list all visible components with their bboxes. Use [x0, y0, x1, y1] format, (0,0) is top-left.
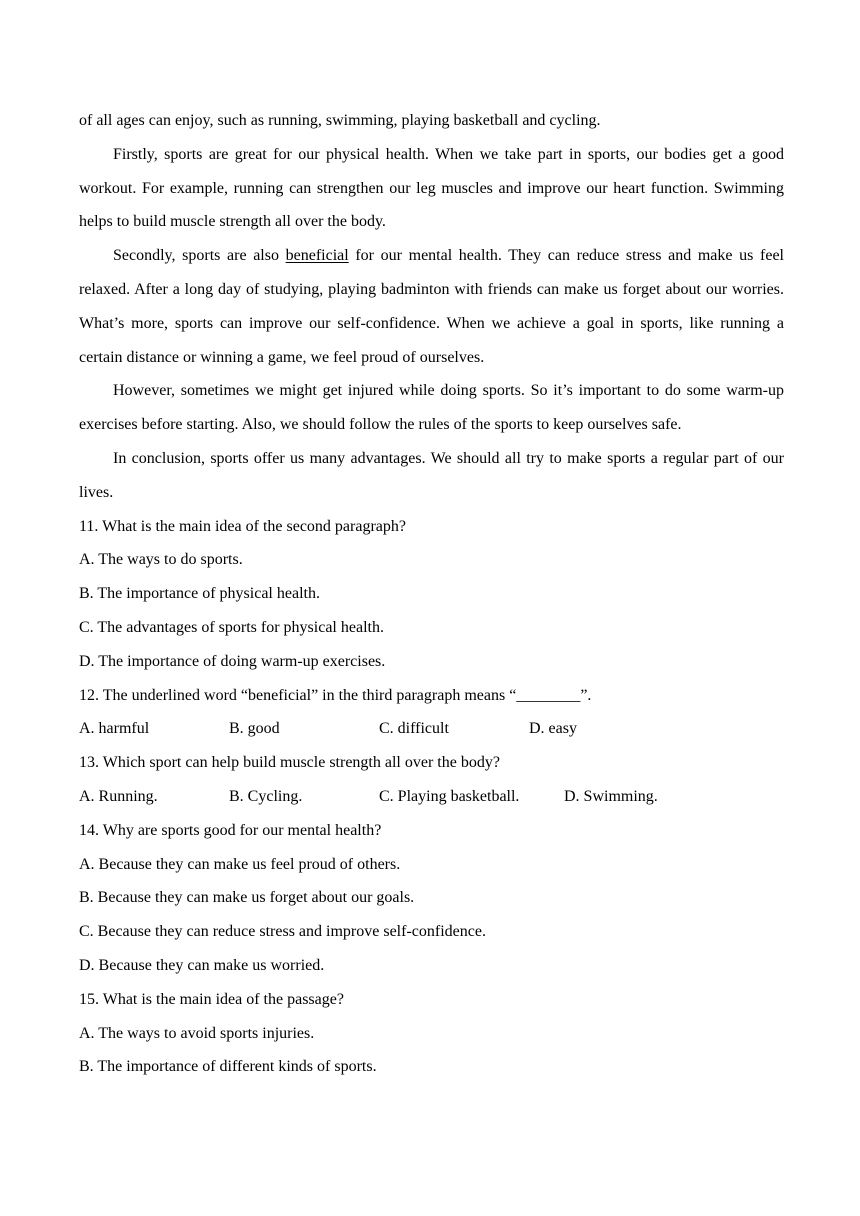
question-13-option-a: A. Running.: [79, 787, 158, 805]
question-15-option-a: A. The ways to avoid sports injuries.: [79, 1024, 315, 1042]
question-14-option-c: C. Because they can reduce stress and improve self-confidence.: [79, 923, 486, 941]
passage-paragraph-0-tail: of all ages can enjoy, such as running, swimming, playing basketball and cycling.: [79, 112, 601, 129]
question-14-option-a: A. Because they can make us feel proud of others.: [79, 855, 401, 873]
question-12-option-d: D. easy: [529, 720, 577, 738]
underlined-word: beneficial: [285, 247, 349, 265]
question-13-stem: 13. Which sport can help build muscle strength all over the body?: [79, 754, 500, 772]
passage-paragraph-1: Firstly, sports are great for our physical health. When we take part in sports, our bodies get a good workout. For example, running can strengthen our leg muscles and improve our heart function. Swimming helps to build muscle strength all over the body.: [79, 145, 784, 231]
passage-paragraph-2-rest: for our mental health. They can reduce stress and make us feel relaxed. After a long day of studying, playing badminton with friends can make us forget about our worries. What’s more, sports can improve our self-confidence. When we achieve a goal in sports, like running a certain distance or winning a game, we feel proud of ourselves.: [79, 247, 784, 366]
question-15-option-b: B. The importance of different kinds of sports.: [79, 1058, 377, 1076]
passage-paragraph-4: In conclusion, sports offer us many advantages. We should all try to make sports a regular part of our lives.: [79, 449, 784, 501]
question-11-option-d: D. The importance of doing warm-up exercises.: [79, 652, 386, 670]
question-12-option-c: C. difficult: [379, 720, 449, 738]
question-12-option-a: A. harmful: [79, 720, 150, 738]
question-11-option-a: A. The ways to do sports.: [79, 551, 243, 569]
question-14-option-b: B. Because they can make us forget about our goals.: [79, 889, 415, 907]
question-14-stem: 14. Why are sports good for our mental health?: [79, 821, 382, 839]
question-11-option-b: B. The importance of physical health.: [79, 585, 320, 603]
passage-paragraph-2: [79, 239, 784, 374]
question-11-stem: 11. What is the main idea of the second paragraph?: [79, 517, 406, 535]
question-13-option-d: D. Swimming.: [564, 787, 658, 805]
question-15-stem: 15. What is the main idea of the passage?: [79, 990, 344, 1008]
question-13-option-c: C. Playing basketball.: [379, 787, 520, 805]
question-13-option-b: B. Cycling.: [229, 787, 303, 805]
question-11-option-c: C. The advantages of sports for physical health.: [79, 618, 384, 636]
passage-paragraph-3: However, sometimes we might get injured while doing sports. So it’s important to do some warm-up exercises before starting. Also, we should follow the rules of the sports to keep ourselves safe.: [79, 382, 784, 434]
question-12-stem: 12. The underlined word “beneficial” in the third paragraph means “________”.: [79, 686, 592, 704]
document-page: [79, 104, 784, 1084]
passage-paragraph-2-start: Secondly, sports are also: [113, 247, 286, 265]
question-12-option-b: B. good: [229, 720, 280, 738]
question-14-option-d: D. Because they can make us worried.: [79, 956, 325, 974]
question-13-options: [79, 780, 784, 814]
question-12-options: [79, 712, 784, 746]
